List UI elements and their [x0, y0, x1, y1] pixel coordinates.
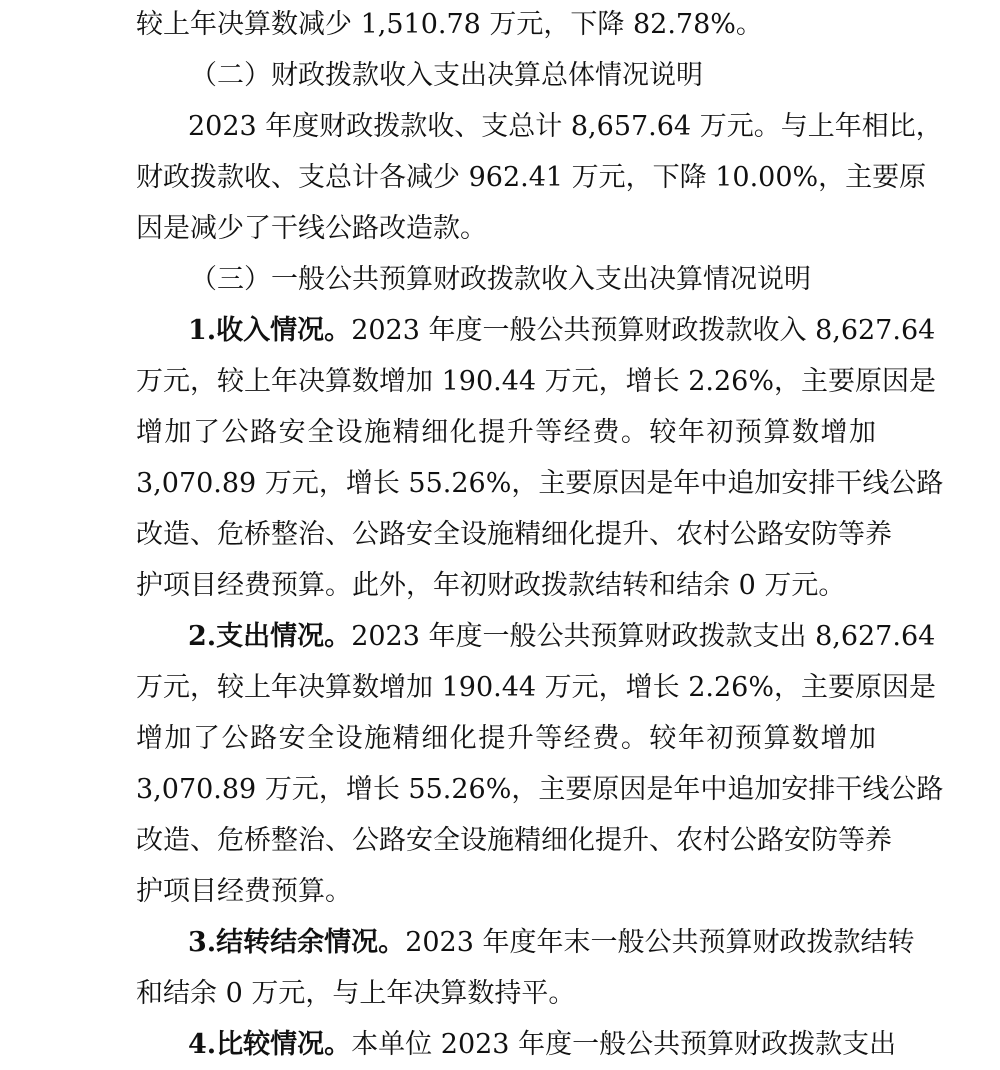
- paragraph-line: [136, 918, 915, 968]
- line-text: 3,070.89 万元，增长 55.26%，主要原因是年中追加安排干线公路: [136, 774, 944, 805]
- line-text: 改造、危桥整治、公路安全设施精细化提升、农村公路安防等养: [136, 519, 892, 550]
- subsection-lead-expenditure: 2.支出情况。: [188, 621, 352, 652]
- line-text: 2023 年度一般公共预算财政拨款支出 8,627.64: [351, 621, 936, 652]
- line-text: 和结余 0 万元，与上年决算数持平。: [136, 978, 576, 1009]
- paragraph-line: [136, 408, 876, 458]
- paragraph-line: [136, 867, 876, 917]
- subsection-lead-carryover: 3.结转结余情况。: [188, 927, 406, 958]
- section-heading-2: [136, 51, 876, 101]
- paragraph-line: [136, 1020, 897, 1070]
- paragraph-line: [136, 510, 892, 560]
- line-text: 护项目经费预算。: [136, 876, 352, 907]
- line-text: 护项目经费预算。此外，年初财政拨款结转和结余 0 万元。: [136, 570, 846, 601]
- paragraph-line: [136, 969, 876, 1019]
- line-text: 2023 年度年末一般公共预算财政拨款结转: [405, 927, 915, 958]
- paragraph-line: [136, 765, 944, 815]
- heading-text: （二）财政拨款收入支出决算总体情况说明: [190, 60, 703, 91]
- line-text: 2023 年度财政拨款收、支总计 8,657.64 万元。与上年相比，: [188, 111, 943, 142]
- paragraph-line: [136, 561, 876, 611]
- line-text: 2023 年度一般公共预算财政拨款收入 8,627.64: [351, 315, 936, 346]
- paragraph-line: [136, 204, 876, 254]
- paragraph-line: [136, 153, 927, 203]
- paragraph-line: [136, 357, 936, 407]
- paragraph-line: [136, 612, 936, 662]
- line-text: 因是减少了干线公路改造款。: [136, 213, 487, 244]
- paragraph-line: [136, 663, 936, 713]
- paragraph-line: [136, 714, 876, 764]
- paragraph-line: [136, 816, 892, 866]
- line-text: 较上年决算数减少 1,510.78 万元，下降 82.78%。: [136, 9, 763, 40]
- paragraph-line: [136, 459, 944, 509]
- line-text: 增加了公路安全设施精细化提升等经费。较年初预算数增加: [136, 723, 876, 754]
- subsection-lead-comparison: 4.比较情况。: [188, 1029, 352, 1060]
- line-text: 3,070.89 万元，增长 55.26%，主要原因是年中追加安排干线公路: [136, 468, 944, 499]
- line-text: 增加了公路安全设施精细化提升等经费。较年初预算数增加: [136, 417, 876, 448]
- line-text: 改造、危桥整治、公路安全设施精细化提升、农村公路安防等养: [136, 825, 892, 856]
- line-text: 本单位 2023 年度一般公共预算财政拨款支出: [351, 1029, 897, 1060]
- paragraph-line: [136, 102, 943, 152]
- paragraph-line: [136, 306, 936, 356]
- section-heading-3: [136, 255, 876, 305]
- line-text: 万元，较上年决算数增加 190.44 万元，增长 2.26%，主要原因是: [136, 366, 936, 397]
- line-text: 万元，较上年决算数增加 190.44 万元，增长 2.26%，主要原因是: [136, 672, 936, 703]
- paragraph-line: [136, 0, 876, 50]
- heading-text: （三）一般公共预算财政拨款收入支出决算情况说明: [190, 264, 811, 295]
- subsection-lead-income: 1.收入情况。: [188, 315, 352, 346]
- line-text: 财政拨款收、支总计各减少 962.41 万元，下降 10.00%，主要原: [136, 162, 927, 193]
